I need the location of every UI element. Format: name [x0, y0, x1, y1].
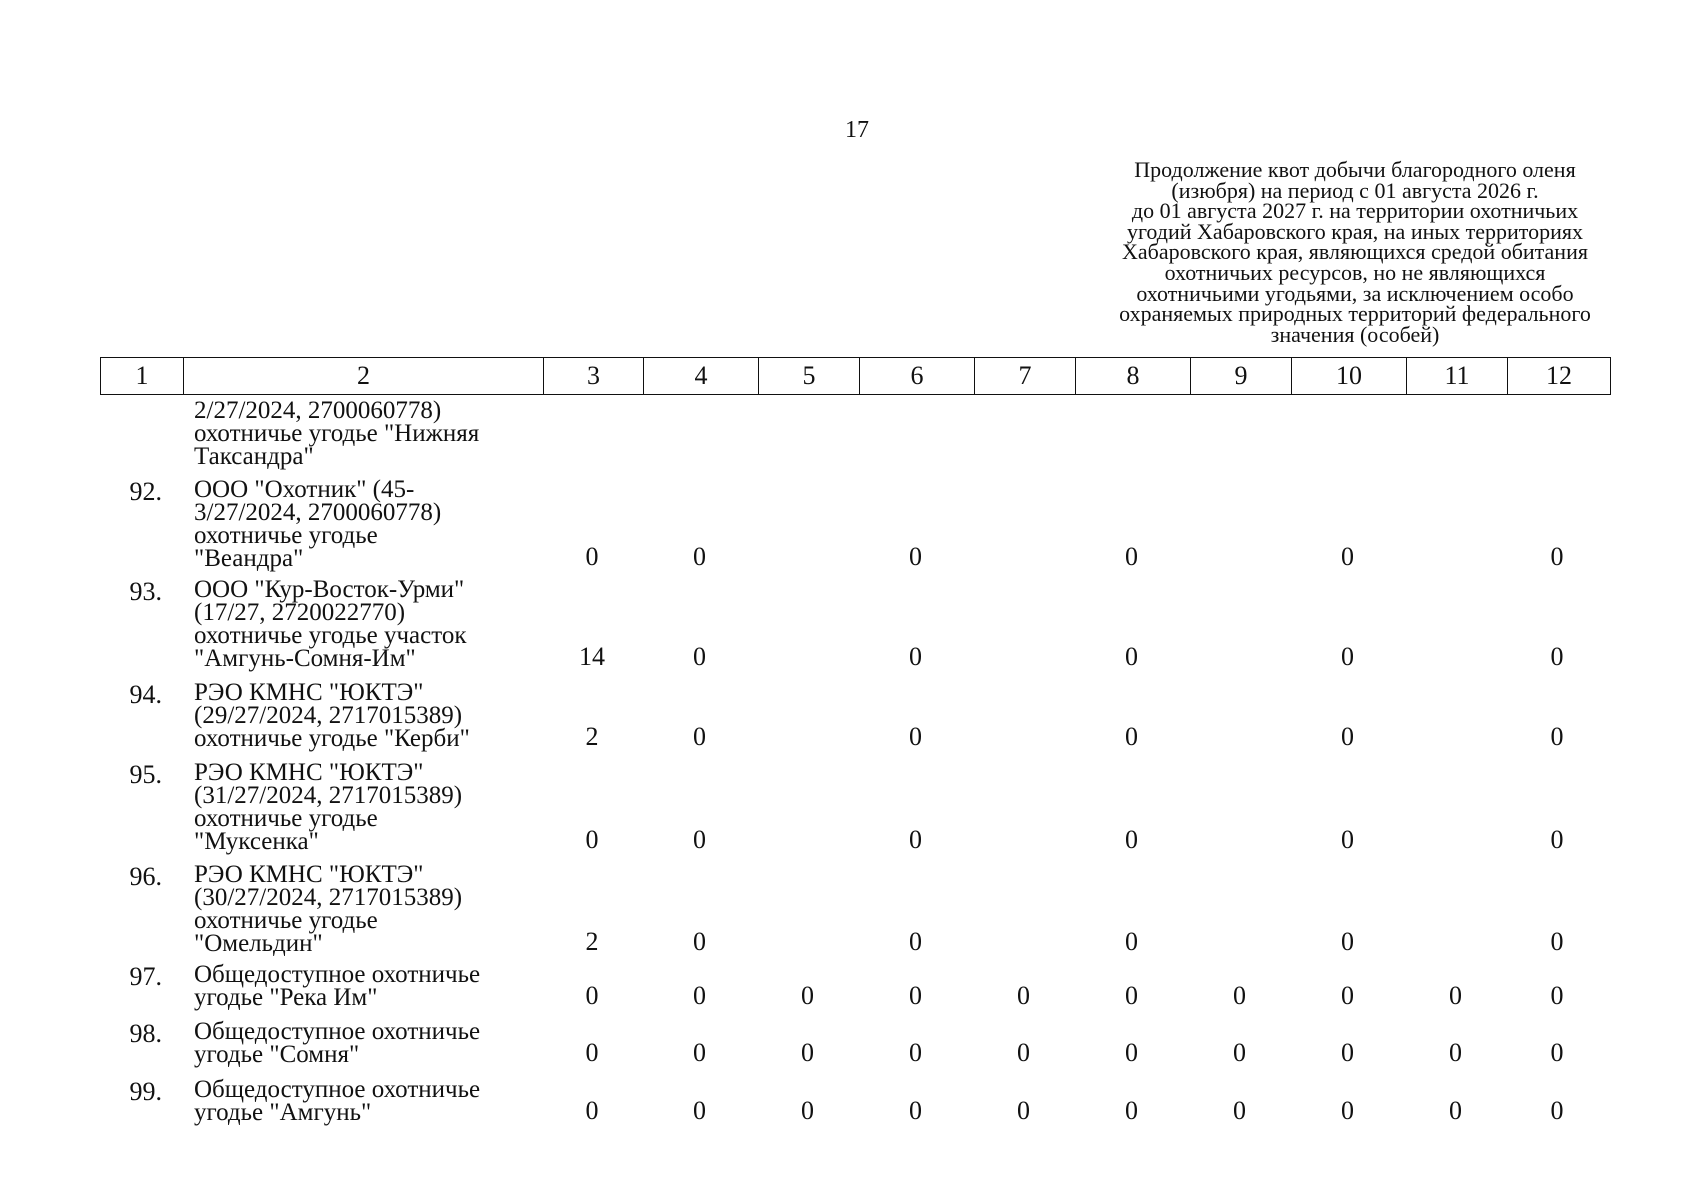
- column-header-10: 10: [1292, 358, 1407, 394]
- quota-cell-col-4: 0: [693, 825, 706, 854]
- table-header-row: [100, 357, 1611, 395]
- quota-cell-col-5: 0: [801, 981, 814, 1010]
- quota-cell-col-6: 0: [909, 542, 922, 571]
- quota-values: [542, 1078, 1610, 1124]
- name-line: (29/27/2024, 2717015389): [194, 702, 463, 729]
- quota-cell-col-12: 0: [1550, 1038, 1564, 1067]
- row-number: 93.: [129, 577, 162, 606]
- name-line: охотничье угодье: [194, 907, 378, 934]
- hunting-ground-name: [182, 399, 542, 468]
- quota-cell-col-9: 0: [1233, 981, 1246, 1010]
- hunting-ground-name: [182, 963, 542, 1009]
- quota-cell-col-8: 0: [1125, 1096, 1138, 1125]
- caption-line: Хабаровского края, являющихся средой обитания: [1122, 239, 1588, 265]
- quota-cell-col-4: 0: [693, 1096, 706, 1125]
- name-line: Общедоступное охотничье: [194, 1076, 481, 1103]
- name-line: угодье "Река Им": [194, 984, 378, 1011]
- quota-cell-col-3: 2: [585, 722, 599, 751]
- quota-cell-col-12: 0: [1550, 927, 1564, 956]
- quota-cell-col-11: 0: [1449, 1096, 1462, 1125]
- quota-cell-col-3: 0: [585, 981, 599, 1010]
- quota-cell-col-3: 0: [585, 825, 599, 854]
- name-line: охотничье угодье участок: [194, 622, 467, 649]
- table-row: [100, 399, 1610, 468]
- row-number: 98.: [129, 1019, 162, 1048]
- table-row: [100, 1078, 1610, 1124]
- name-line: РЭО КМНС "ЮКТЭ": [194, 861, 424, 888]
- quota-values: [542, 399, 1610, 468]
- quota-values: [542, 681, 1610, 750]
- column-header-9: 9: [1191, 358, 1292, 394]
- hunting-ground-name: [182, 863, 542, 955]
- quota-values: [542, 478, 1610, 570]
- quota-cell-col-3: 14: [579, 642, 605, 671]
- quota-cell-col-11: 0: [1449, 1038, 1462, 1067]
- quota-cell-col-6: 0: [909, 1038, 922, 1067]
- caption-line: охотничьими угодьями, за исключением особо: [1136, 280, 1574, 306]
- name-line: (30/27/2024, 2717015389): [194, 884, 463, 911]
- column-header-3: 3: [544, 358, 644, 394]
- column-header-8: 8: [1076, 358, 1191, 394]
- table-row: [100, 478, 1610, 570]
- table-row: [100, 963, 1610, 1009]
- quota-cell-col-8: 0: [1125, 1038, 1138, 1067]
- caption-line: угодий Хабаровского края, на иных территориях: [1126, 218, 1584, 244]
- quota-cell-col-7: 0: [1017, 1038, 1030, 1067]
- quota-cell-col-12: 0: [1550, 1096, 1564, 1125]
- name-line: угодье "Сомня": [194, 1041, 360, 1068]
- quota-cell-col-10: 0: [1341, 642, 1354, 671]
- quota-cell-col-10: 0: [1341, 981, 1354, 1010]
- quota-cell-col-4: 0: [693, 981, 706, 1010]
- quota-cell-col-6: 0: [909, 981, 922, 1010]
- quota-cell-col-4: 0: [693, 927, 706, 956]
- quota-cell-col-4: 0: [693, 1038, 706, 1067]
- quota-cell-col-4: 0: [693, 722, 706, 751]
- hunting-ground-name: [182, 1078, 542, 1124]
- column-header-11: 11: [1407, 358, 1508, 394]
- quota-cell-col-6: 0: [909, 927, 922, 956]
- table-row: [100, 578, 1610, 670]
- quota-cell-col-6: 0: [909, 722, 922, 751]
- quota-cell-col-6: 0: [909, 642, 922, 671]
- name-line: Общедоступное охотничье: [194, 961, 481, 988]
- name-line: 3/27/2024, 2700060778): [194, 499, 442, 526]
- caption-line: охраняемых природных территорий федерального: [1119, 301, 1591, 327]
- column-header-6: 6: [860, 358, 975, 394]
- name-line: РЭО КМНС "ЮКТЭ": [194, 759, 424, 786]
- quota-cell-col-4: 0: [693, 542, 706, 571]
- caption-line: значения (особей): [1270, 321, 1440, 347]
- caption-line: (изюбря) на период с 01 августа 2026 г.: [1171, 177, 1539, 203]
- column-header-5: 5: [759, 358, 860, 394]
- name-line: охотничье угодье: [194, 805, 378, 832]
- quota-cell-col-11: 0: [1449, 981, 1462, 1010]
- column-header-7: 7: [975, 358, 1076, 394]
- quota-cell-col-9: 0: [1233, 1096, 1246, 1125]
- caption-line: охотничьих ресурсов, но не являющихся: [1164, 259, 1546, 285]
- quota-cell-col-8: 0: [1125, 542, 1138, 571]
- quota-cell-col-7: 0: [1017, 981, 1030, 1010]
- name-line: "Веандра": [194, 545, 304, 572]
- name-line: "Амгунь-Сомня-Им": [194, 645, 416, 672]
- quota-cell-col-12: 0: [1550, 722, 1564, 751]
- quota-cell-col-8: 0: [1125, 642, 1138, 671]
- quota-cell-col-3: 0: [585, 542, 599, 571]
- hunting-ground-name: [182, 681, 542, 750]
- row-number: 92.: [129, 477, 162, 506]
- quota-cell-col-5: 0: [801, 1096, 814, 1125]
- name-line: "Омельдин": [194, 930, 323, 957]
- name-line: "Муксенка": [194, 828, 319, 855]
- quota-cell-col-12: 0: [1550, 542, 1564, 571]
- quota-cell-col-12: 0: [1550, 642, 1564, 671]
- quota-values: [542, 863, 1610, 955]
- hunting-ground-name: [182, 578, 542, 670]
- caption-line: до 01 августа 2027 г. на территории охотничьих: [1131, 198, 1579, 224]
- quota-cell-col-10: 0: [1341, 722, 1354, 751]
- quota-values: [542, 761, 1610, 853]
- name-line: угодье "Амгунь": [194, 1099, 372, 1126]
- row-number: 95.: [129, 760, 162, 789]
- table-row: [100, 1020, 1610, 1066]
- quota-values: [542, 963, 1610, 1009]
- caption-line: Продолжение квот добычи благородного оленя: [1134, 157, 1576, 182]
- table-caption: [1055, 157, 1655, 347]
- table-row: [100, 681, 1610, 750]
- quota-cell-col-7: 0: [1017, 1096, 1030, 1125]
- name-line: охотничье угодье "Керби": [194, 725, 470, 752]
- name-line: охотничье угодье: [194, 522, 378, 549]
- name-line: ООО "Кур-Восток-Урми": [194, 576, 465, 603]
- name-line: Таксандра": [194, 443, 314, 470]
- quota-values: [542, 578, 1610, 670]
- quota-cell-col-12: 0: [1550, 981, 1564, 1010]
- row-number: 99.: [129, 1077, 162, 1106]
- quota-cell-col-12: 0: [1550, 825, 1564, 854]
- name-line: 2/27/2024, 2700060778): [194, 397, 442, 424]
- name-line: (17/27, 2720022770): [194, 599, 406, 626]
- row-number: 97.: [129, 962, 162, 991]
- quota-cell-col-3: 0: [585, 1096, 599, 1125]
- name-line: Общедоступное охотничье: [194, 1018, 481, 1045]
- quota-cell-col-8: 0: [1125, 927, 1138, 956]
- hunting-ground-name: [182, 478, 542, 570]
- hunting-ground-name: [182, 761, 542, 853]
- quota-cell-col-10: 0: [1341, 825, 1354, 854]
- quota-cell-col-5: 0: [801, 1038, 814, 1067]
- quota-cell-col-9: 0: [1233, 1038, 1246, 1067]
- name-line: РЭО КМНС "ЮКТЭ": [194, 679, 424, 706]
- row-number: [100, 399, 182, 468]
- name-line: ООО "Охотник" (45-: [194, 476, 415, 503]
- row-number: 96.: [129, 862, 162, 891]
- name-line: (31/27/2024, 2717015389): [194, 782, 463, 809]
- quota-cell-col-8: 0: [1125, 981, 1138, 1010]
- quota-cell-col-8: 0: [1125, 722, 1138, 751]
- quota-values: [542, 1020, 1610, 1066]
- quota-cell-col-4: 0: [693, 642, 706, 671]
- page-number: 17: [845, 117, 869, 143]
- quota-cell-col-6: 0: [909, 825, 922, 854]
- name-line: охотничье угодье "Нижняя: [194, 420, 480, 447]
- quota-cell-col-10: 0: [1341, 1096, 1354, 1125]
- hunting-ground-name: [182, 1020, 542, 1066]
- quota-cell-col-10: 0: [1341, 542, 1354, 571]
- row-number: 94.: [129, 680, 162, 709]
- column-header-1: 1: [101, 358, 184, 394]
- column-header-4: 4: [644, 358, 759, 394]
- column-header-2: 2: [184, 358, 544, 394]
- table-row: [100, 863, 1610, 955]
- quota-cell-col-3: 2: [585, 927, 599, 956]
- quota-cell-col-10: 0: [1341, 1038, 1354, 1067]
- quota-cell-col-10: 0: [1341, 927, 1354, 956]
- quota-cell-col-8: 0: [1125, 825, 1138, 854]
- quota-cell-col-3: 0: [585, 1038, 599, 1067]
- quota-cell-col-6: 0: [909, 1096, 922, 1125]
- table-row: [100, 761, 1610, 853]
- column-header-12: 12: [1546, 361, 1572, 390]
